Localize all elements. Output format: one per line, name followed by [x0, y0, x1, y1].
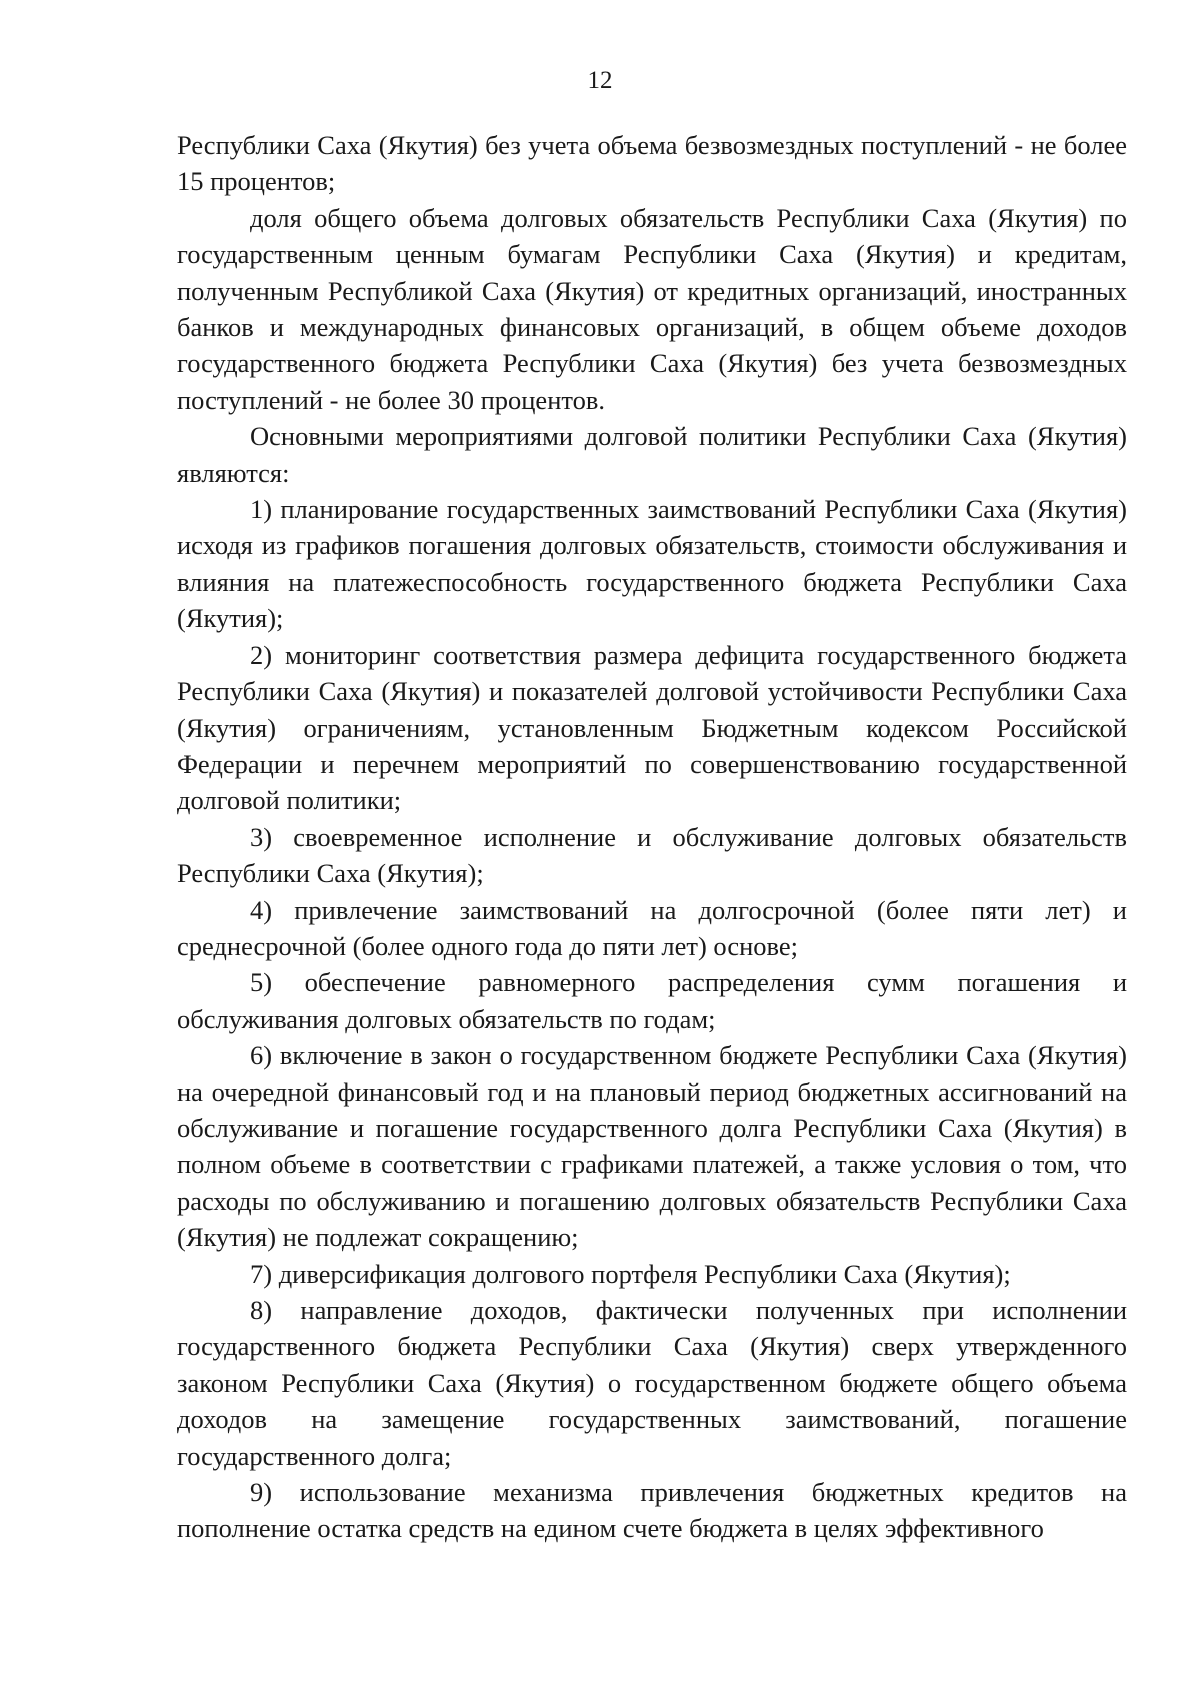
list-item-4: 4) привлечение заимствований на долгосрочной (более пяти лет) и среднесрочной (более одного года до пяти лет) основе; [177, 894, 1127, 961]
paragraph-debt-share: доля общего объема долговых обязательств Республики Саха (Якутия) по государственным ценным бумагам Республики Саха (Якутия) и кредитам, полученным Республикой Саха (Якутия) от кредитных организаций, иностранных банков и международных финансовых организаций, в общем объеме доходов государственного бюджета Республики Саха (Якутия) без учета безвозмездных поступлений - не более 30 процентов. [177, 202, 1127, 415]
paragraph-continuation: Республики Саха (Якутия) без учета объема безвозмездных поступлений - не более 15 процентов; [177, 130, 1127, 197]
list-item-5: 5) обеспечение равномерного распределения сумм погашения и обслуживания долговых обязательств по годам; [177, 967, 1127, 1034]
list-item-6: 6) включение в закон о государственном бюджете Республики Саха (Якутия) на очередной финансовый год и на плановый период бюджетных ассигнований на обслуживание и погашение государственного долга Республики Саха (Якутия) в полном объеме в соответствии с графиками платежей, а также условия о том, что расходы по обслуживанию и погашению долговых обязательств Республики Саха (Якутия) не подлежат сокращению; [177, 1040, 1127, 1253]
document-body [177, 127, 1127, 1547]
list-item-7: 7) диверсификация долгового портфеля Республики Саха (Якутия); [250, 1258, 1011, 1289]
page-number: 12 [587, 67, 613, 94]
list-item-3: 3) своевременное исполнение и обслуживание долговых обязательств Республики Саха (Якутия); [177, 821, 1127, 889]
list-item-2: 2) мониторинг соответствия размера дефицита государственного бюджета Республики Саха (Якутия) и показателей долговой устойчивости Республики Саха (Якутия) ограничениям, установленным Бюджетным кодексом Российской Федерации и перечнем мероприятий по совершенствованию государственной долговой политики; [177, 639, 1127, 816]
paragraph-measures-intro: Основными мероприятиями долговой политики Республики Саха (Якутия) являются: [177, 421, 1127, 488]
list-item-9: 9) использование механизма привлечения бюджетных кредитов на пополнение остатка средств на едином счете бюджета в целях эффективного [177, 1477, 1127, 1544]
list-item-8: 8) направление доходов, фактически полученных при исполнении государственного бюджета Республики Саха (Якутия) сверх утвержденного законом Республики Саха (Якутия) о государственном бюджете общего объема доходов на замещение государственных заимствований, погашение государственного долга; [177, 1295, 1127, 1471]
list-item-1: 1) планирование государственных заимствований Республики Саха (Якутия) исходя из графиков погашения долговых обязательств, стоимости обслуживания и влияния на платежеспособность государственного бюджета Республики Саха (Якутия); [177, 494, 1127, 634]
